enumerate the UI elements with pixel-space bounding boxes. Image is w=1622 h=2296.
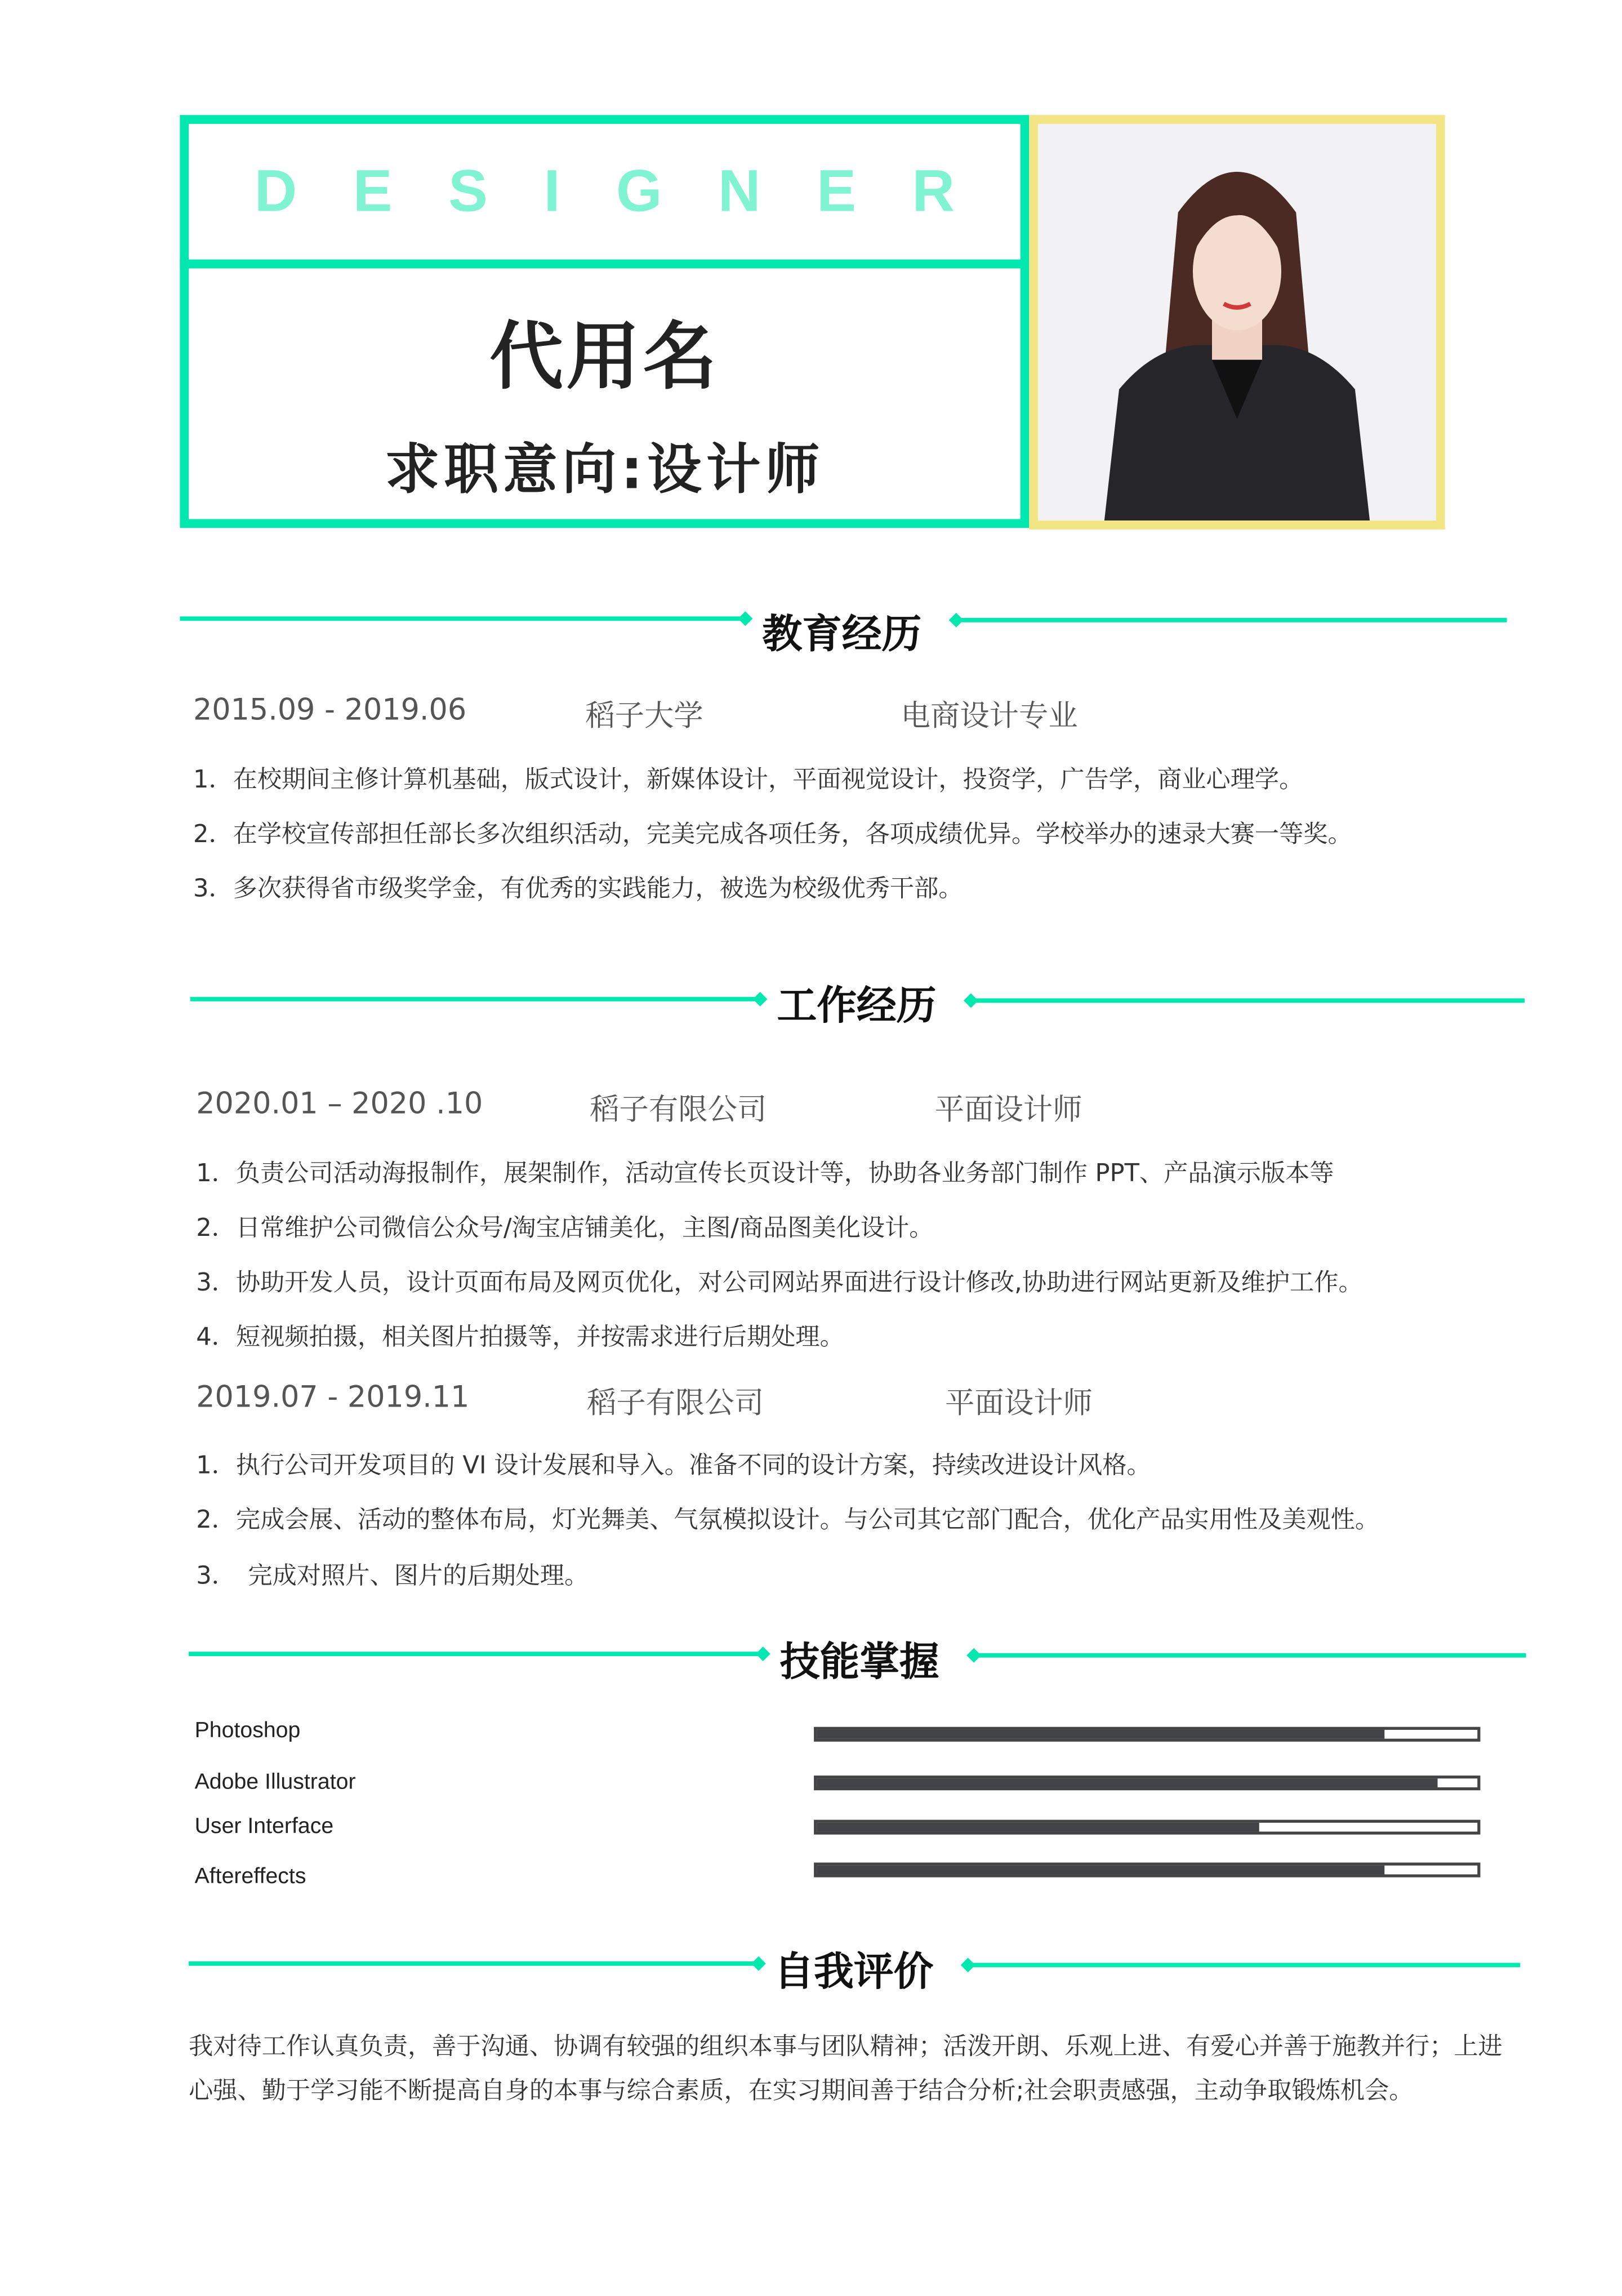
job-item: 1．执行公司开发项目的 VI 设计发展和导入。准备不同的设计方案，持续改进设计风格。 [196, 1451, 1151, 1479]
section-divider [959, 618, 1507, 622]
diamond-icon [756, 1647, 770, 1661]
portrait-image [1038, 124, 1436, 520]
designer-banner [180, 115, 1029, 268]
job-item: 1．负责公司活动海报制作，展架制作，活动宣传长页设计等，协助各业务部门制作 PPT、产品演示版本等 [196, 1159, 1334, 1187]
section-divider [970, 1963, 1521, 1968]
skill-level-fill [817, 1730, 1385, 1739]
section-divider [189, 1652, 761, 1656]
designer-label: DESIGNER [254, 158, 1011, 224]
skill-name: Aftereffects [194, 1864, 306, 1889]
candidate-name: 代用名 [489, 314, 720, 400]
skill-level-fill [817, 1823, 1259, 1832]
section-divider [973, 998, 1525, 1003]
education-major: 电商设计专业 [901, 697, 1078, 733]
skill-level-bar [814, 1776, 1480, 1790]
education-title: 教育经历 [762, 612, 922, 658]
education-school: 稻子大学 [585, 697, 703, 733]
self-eval-title: 自我评价 [774, 1949, 934, 1996]
section-divider [976, 1653, 1526, 1658]
skill-name: Photoshop [194, 1717, 301, 1743]
skill-level-bar [814, 1863, 1480, 1877]
job-company: 稻子有限公司 [586, 1385, 764, 1421]
skill-name: User Interface [194, 1814, 334, 1839]
job-item: 2．日常维护公司微信公众号/淘宝店铺美化，主图/商品图美化设计。 [196, 1213, 934, 1242]
job-item: 4．短视频拍摄，相关图片拍摄等，并按需求进行后期处理。 [196, 1323, 844, 1351]
skill-level-bar [814, 1727, 1480, 1742]
job-intent: 求职意向:设计师 [385, 438, 825, 502]
job-company: 稻子有限公司 [590, 1091, 767, 1127]
job-item: 3． 完成对照片、图片的后期处理。 [196, 1561, 589, 1590]
job-role: 平面设计师 [934, 1091, 1082, 1127]
job-date: 2020.01 – 2020 .10 [196, 1085, 483, 1121]
diamond-icon [738, 611, 752, 626]
skill-level-bar [814, 1820, 1480, 1835]
name-card [180, 260, 1029, 528]
diamond-icon [753, 992, 768, 1007]
section-divider [190, 997, 758, 1002]
diamond-icon [751, 1956, 766, 1971]
skill-level-fill [817, 1778, 1437, 1787]
skill-name: Adobe Illustrator [194, 1769, 356, 1795]
skills-title: 技能掌握 [779, 1640, 939, 1686]
skill-level-fill [817, 1866, 1385, 1875]
education-item: 3．多次获得省市级奖学金，有优秀的实践能力，被选为校级优秀干部。 [193, 874, 963, 903]
work-title: 工作经历 [777, 984, 937, 1030]
job-date: 2019.07 - 2019.11 [196, 1378, 470, 1414]
section-divider [189, 1961, 756, 1966]
job-item: 2．完成会展、活动的整体布局，灯光舞美、气氛模拟设计。与公司其它部门配合，优化产品实用性及美观性。 [196, 1505, 1380, 1534]
education-date: 2015.09 - 2019.06 [193, 691, 467, 727]
education-item: 1．在校期间主修计算机基础，版式设计，新媒体设计，平面视觉设计，投资学，广告学，商业心理学。 [193, 765, 1304, 794]
job-role: 平面设计师 [945, 1385, 1093, 1421]
job-item: 3．协助开发人员，设计页面布局及网页优化，对公司网站界面进行设计修改,协助进行网站更新及维护工作。 [196, 1268, 1363, 1297]
section-divider [180, 616, 745, 621]
education-item: 2．在学校宣传部担任部长多次组织活动，完美完成各项任务，各项成绩优异。学校举办的速录大赛一等奖。 [193, 820, 1352, 848]
profile-photo [1029, 115, 1445, 529]
self-eval-text: 我对待工作认真负责，善于沟通、协调有较强的组织本事与团队精神；活泼开朗、乐观上进、有爱心并善于施教并行；上进心强、勤于学习能不断提高自身的本事与综合素质，在实习期间善于结合分析;社会职责感强，主动争取锻炼机会。 [189, 2032, 1503, 2104]
